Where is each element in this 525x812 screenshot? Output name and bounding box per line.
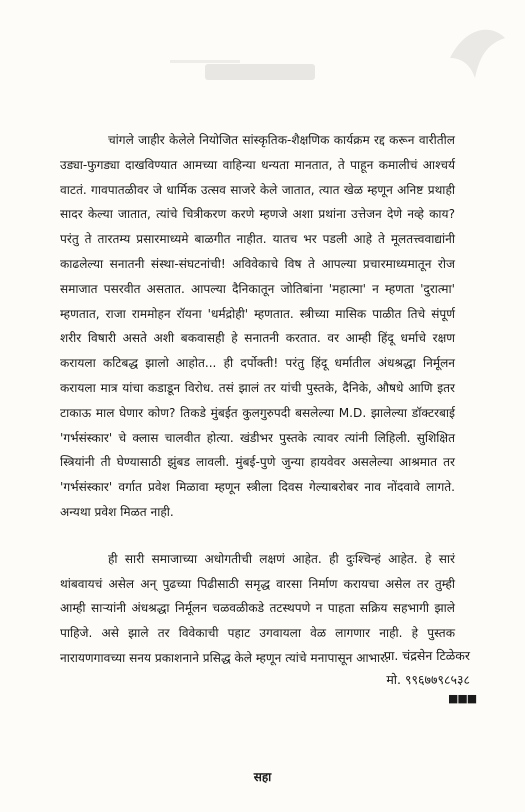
- bleed-through-ornament-icon: [440, 18, 510, 98]
- page-body-text: [60, 128, 455, 671]
- bleed-through-header: [0, 0, 525, 110]
- body-paragraph-2: ही सारी समाजाच्या अधोगतीची लक्षणं आहेत. ही दुःश्चिन्हं आहेत. हे सारं थांबवायचं असेल अन् पुढच्या पिढीसाठी समृद्ध वारसा निर्माण करायचा असेल तर तुम्ही आम्ही साऱ्यांनी अंधश्रद्धा निर्मूलन चळवळीकडे तटस्थपणे न पाहता सक्रिय सहभागी झाले पाहिजे. असे झाले तर विवेकाची पहाट उगवायला वेळ लागणार नाही. हे पुस्तक नारायणगावच्या सनय प्रकाशनाने प्रसिद्ध केले म्हणून त्यांचे मनापासून आभार.: [60, 551, 455, 665]
- section-end-mark: ■■■: [448, 692, 477, 705]
- author-name: प्रा. चंद्रसेन टिळेकर: [384, 648, 470, 663]
- body-paragraph-1: चांगले जाहीर केलेले नियोजित सांस्कृतिक-शैक्षणिक कार्यक्रम रद्द करून वारीतील उड्या-फुगड्या दाखविण्यात आमच्या वाहिन्या धन्यता मानतात, ते पाहून कमालीचं आश्चर्य वाटतं. गावपातळीवर जे धार्मिक उत्सव साजरे केले जातात, त्यात खेळ म्हणून अनिष्ट प्रथाही सादर केल्या जातात, त्यांचे चित्रीकरण करणे म्हणजे अशा प्रथांना उत्तेजन देणे नव्हे काय? परंतु ते तारतम्य प्रसारमाध्यमे बाळगीत नाहीत. यातच भर पडली आहे ते मूलतत्त्ववाद्यांनी काढलेल्या सनातनी संस्था-संघटनांची! अविवेकाचे विष ते आपल्या प्रचारमाध्यमातून रोज समाजात पसरवीत असतात. आपल्या दैनिकातून जोतिबांना 'महात्मा' न म्हणता 'दुरात्मा' म्हणतात, राजा राममोहन रॉयना 'धर्मद्रोही' म्हणतात. स्त्रीच्या मासिक पाळीत तिचे संपूर्ण शरीर विषारी असते अशी बकवासही हे सनातनी करतात. वर आम्ही हिंदू धर्माचे रक्षण करायला कटिबद्ध झालो आहोत... ही दर्पोक्ती! परंतु हिंदू धर्मातील अंधश्रद्धा निर्मूलन करायला मात्र यांचा कडाडून विरोध. तसं झालं तर यांची पुस्तके, दैनिके, औषधे आणि इतर टाकाऊ माल घेणार कोण? तिकडे मुंबईत कुलगुरुपदी बसलेल्या M.D. झालेल्या डॉक्टरबाई 'गर्भसंस्कार' चे क्लास चालवीत होत्या. खंडीभर पुस्तके त्यावर त्यांनी लिहिली. सुशिक्षित स्त्रियांनी ती घेण्यासाठी झुंबड लावली. मुंबई-पुणे जुन्या हायवेवर असलेल्या आश्रमात तर 'गर्भसंस्कार' वर्गात प्रवेश मिळावा म्हणून स्त्रीला दिवस गेल्याबरोबर नाव नोंदवावे लागते. अन्यथा प्रवेश मिळत नाही.: [60, 133, 455, 519]
- bleed-through-title: [150, 60, 370, 86]
- author-phone: मो. ९९६७७९८५३८: [386, 672, 470, 687]
- page-number: सहा: [253, 770, 272, 784]
